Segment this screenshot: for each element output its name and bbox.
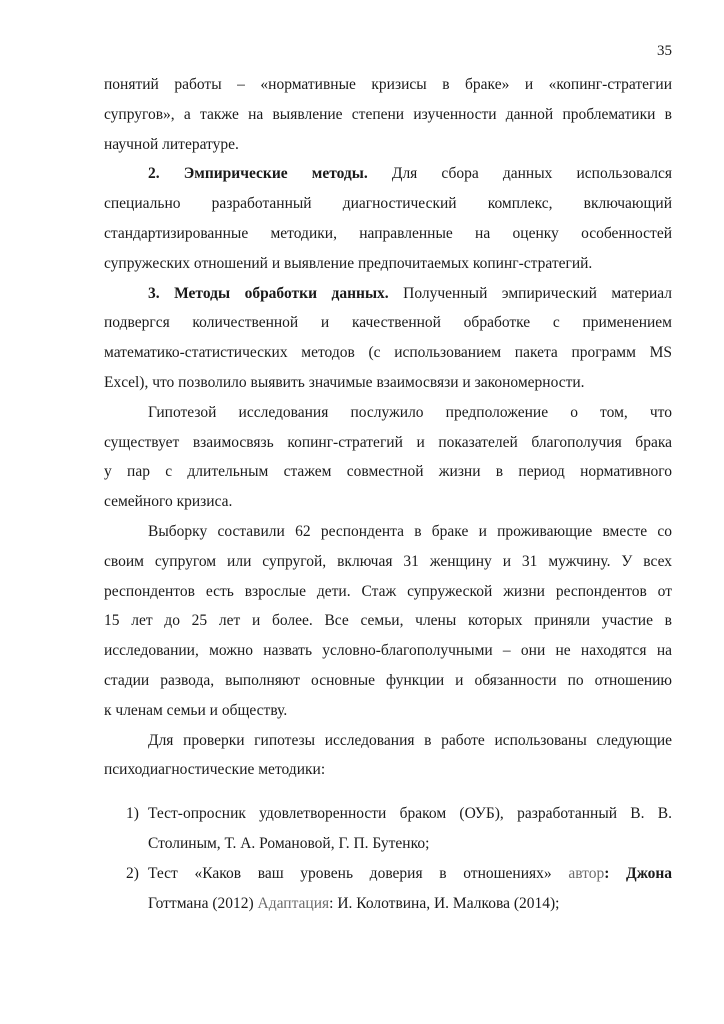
text-line: Столиным, Т. А. Романовой, Г. П. Бутенко; xyxy=(148,834,430,852)
text-line: стадии развода, выполняют основные функции и обязанности по отношению xyxy=(104,671,672,689)
text-line: Для проверки гипотезы исследования в работе использованы следующие xyxy=(148,731,672,749)
text-line: Excel), что позволило выявить значимые взаимосвязи и закономерности. xyxy=(104,373,585,391)
page-content xyxy=(104,70,672,918)
paragraph-data-processing xyxy=(104,279,672,398)
paragraph-sample xyxy=(104,517,672,726)
text-line: Гипотезой исследования послужило предположение о том, что xyxy=(148,403,672,421)
section-heading-empirical: 2. Эмпирические методы. xyxy=(148,165,368,183)
text-line: у пар с длительным стажем совместной жизни в период нормативного xyxy=(104,463,672,481)
text-line: супружеских отношений и выявление предпочитаемых копинг-стратегий. xyxy=(104,254,593,272)
text-line: существует взаимосвязь копинг-стратегий и показателей благополучия брака xyxy=(104,433,672,451)
text-line: своим супругом или супругой, включая 31 женщину и 31 мужчину. У всех xyxy=(104,552,672,570)
text-line: научной литературе. xyxy=(104,135,239,153)
text-line: Выборку составили 62 респондента в браке и проживающие вместе со xyxy=(148,522,672,540)
section-heading-processing: 3. Методы обработки данных. xyxy=(148,284,389,302)
paragraph-hypothesis xyxy=(104,398,672,517)
text-line: 15 лет до 25 лет и более. Все семьи, члены которых приняли участие в xyxy=(104,612,672,630)
text-line: подвергся количественной и качественной обработке с применением xyxy=(104,314,672,332)
paragraph-methods-intro xyxy=(104,726,672,786)
spacer xyxy=(104,785,672,799)
author-label: автор xyxy=(568,864,605,882)
text-line: специально разработанный диагностический комплекс, включающий xyxy=(104,195,672,213)
methods-list xyxy=(104,799,672,918)
list-number: 1) xyxy=(126,805,139,823)
text-line: Готтмана (2012) Адаптация: И. Колотвина, И. Малкова (2014); xyxy=(148,894,560,912)
text-line: супругов», а также на выявление степени изученности данной проблематики в xyxy=(104,105,672,123)
list-number: 2) xyxy=(126,864,139,882)
text-line: Тест-опросник удовлетворенности браком (ОУБ), разработанный В. В. xyxy=(148,805,672,823)
text-line: исследовании, можно назвать условно-благополучными – они не находятся на xyxy=(104,642,672,660)
paragraph-1 xyxy=(104,70,672,159)
text-line: респондентов есть взрослые дети. Стаж супружеской жизни респондентов от xyxy=(104,582,672,600)
text-line: 3. Методы обработки данных. Полученный эмпирический материал xyxy=(148,284,672,302)
list-item xyxy=(104,799,672,859)
paragraph-empirical-methods xyxy=(104,159,672,278)
text-line: Тест «Каков ваш уровень доверия в отношениях» автор: Джона xyxy=(148,864,672,882)
text-line: стандартизированные методики, направленные на оценку особенностей xyxy=(104,224,672,242)
text-line: семейного кризиса. xyxy=(104,493,233,511)
page-number: 35 xyxy=(657,43,672,59)
text-line: психодиагностические методики: xyxy=(104,761,326,779)
list-item xyxy=(104,859,672,919)
text-line: к членам семьи и обществу. xyxy=(104,701,288,719)
text-line: математико-статистических методов (с использованием пакета программ MS xyxy=(104,344,672,362)
text-line: 2. Эмпирические методы. Для сбора данных использовался xyxy=(148,165,672,183)
adaptation-label: Адаптация xyxy=(257,894,330,912)
text-line: понятий работы – «нормативные кризисы в браке» и «копинг-стратегии xyxy=(104,76,672,93)
